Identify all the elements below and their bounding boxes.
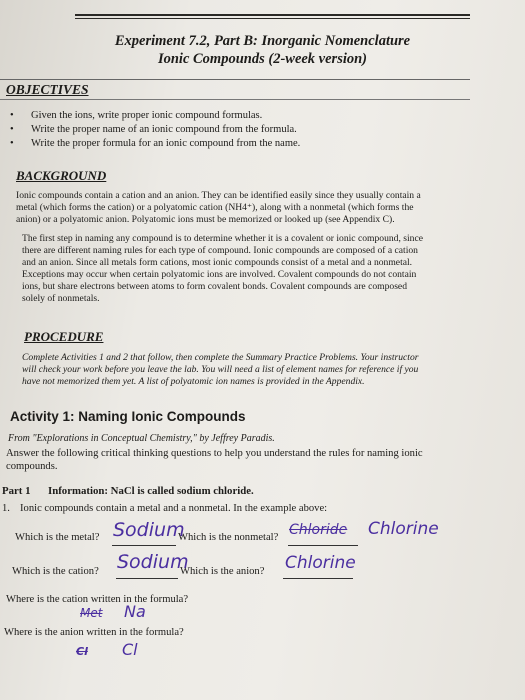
text-line: metal (which forms the cation) or a polyatomic cation (NH4⁺), along with a nonmetal (which forms the: [16, 202, 414, 213]
text-line: there are different naming rules for each type of compound. Ionic compounds are composed of a cation: [22, 245, 418, 256]
cation-answer[interactable]: Sodium: [117, 551, 189, 573]
activity-title: Activity 1: Naming Ionic Compounds: [10, 409, 246, 424]
text-line: anion) or a polyatomic anion. Polyatomic ions must be memorized or looked up (see Appendix C).: [16, 214, 395, 225]
text-line: will check your work before you leave the lab. You will need a list of element names for reference if you: [22, 364, 419, 375]
nonmetal-answer[interactable]: Chlorine: [368, 519, 439, 539]
text-line: Complete Activities 1 and 2 that follow, then complete the Summary Practice Problems. Your instructor: [22, 352, 419, 363]
activity-source: From "Explorations in Conceptual Chemistry," by Jeffrey Paradis.: [8, 433, 275, 444]
procedure-heading: PROCEDURE: [24, 329, 104, 344]
objective-item: Given the ions, write proper ionic compound formulas.: [31, 110, 263, 121]
metal-answer[interactable]: Sodium: [113, 519, 185, 541]
text-line: solely of nonmetals.: [22, 293, 100, 304]
anion-position-question: Where is the anion written in the formula?: [4, 627, 184, 638]
cation-position-question: Where is the cation written in the formula?: [6, 594, 189, 605]
anion-answer[interactable]: Chlorine: [285, 553, 356, 573]
activity-instruction-line2: compounds.: [6, 461, 58, 472]
text-line: ions, but share electrons between atoms to form covalent bonds. Covalent compounds are composed: [22, 281, 407, 292]
objective-item: Write the proper name of an ionic compound from the formula.: [31, 124, 297, 135]
text-line: Ionic compounds contain a cation and an anion. They can be identified easily since they usually contain a: [16, 190, 421, 201]
activity-instruction-line1: Answer the following critical thinking questions to help you understand the rules for naming ionic: [6, 448, 423, 459]
objectives-heading: OBJECTIVES: [6, 82, 89, 97]
text-line: have not memorized them yet. A list of polyatomic ion names is provided in the Appendix.: [22, 376, 365, 387]
top-rule: [75, 14, 470, 16]
question-number: 1.: [2, 503, 10, 514]
objectives-rule: [0, 99, 470, 100]
nonmetal-answer-line: [288, 545, 358, 546]
bullet-icon: •: [10, 110, 14, 121]
question-1-text: Ionic compounds contain a metal and a nonmetal. In the example above:: [20, 503, 328, 514]
page-title-line2: Ionic Compounds (2-week version): [157, 51, 368, 67]
part-label: Part 1: [2, 485, 31, 497]
cation-position-struck: Met: [80, 606, 103, 620]
bullet-icon: •: [10, 124, 14, 135]
anion-position-answer[interactable]: Cl: [122, 640, 138, 659]
nonmetal-answer-struck: Chloride: [289, 522, 348, 538]
metal-question: Which is the metal?: [15, 532, 100, 543]
page-title-line1: Experiment 7.2, Part B: Inorganic Nomenclature: [114, 33, 411, 49]
cation-question: Which is the cation?: [12, 566, 99, 577]
top-rule-thin: [75, 18, 470, 19]
text-line: The first step in naming any compound is to determine whether it is a covalent or ionic compound, since: [22, 233, 423, 244]
background-heading: BACKGROUND: [16, 168, 107, 183]
anion-position-struck: Cl: [76, 645, 88, 658]
objective-item: Write the proper formula for an ionic compound from the name.: [31, 138, 301, 149]
part-information: Information: NaCl is called sodium chloride.: [48, 485, 254, 497]
text-line: Exceptions may occur when certain polyatomic ions are involved. Covalent compounds do not contain: [22, 269, 417, 280]
cation-position-answer[interactable]: Na: [124, 602, 146, 621]
text-line: and an anion. Since all metals form cations, most ionic compounds consist of a metal and a nonmetal.: [22, 257, 413, 268]
nonmetal-question: Which is the nonmetal?: [178, 532, 279, 543]
metal-answer-line: [112, 545, 176, 546]
cation-answer-line: [116, 578, 178, 579]
title-rule: [0, 79, 470, 80]
bullet-icon: •: [10, 138, 14, 149]
anion-question: Which is the anion?: [180, 566, 265, 577]
anion-answer-line: [283, 578, 353, 579]
